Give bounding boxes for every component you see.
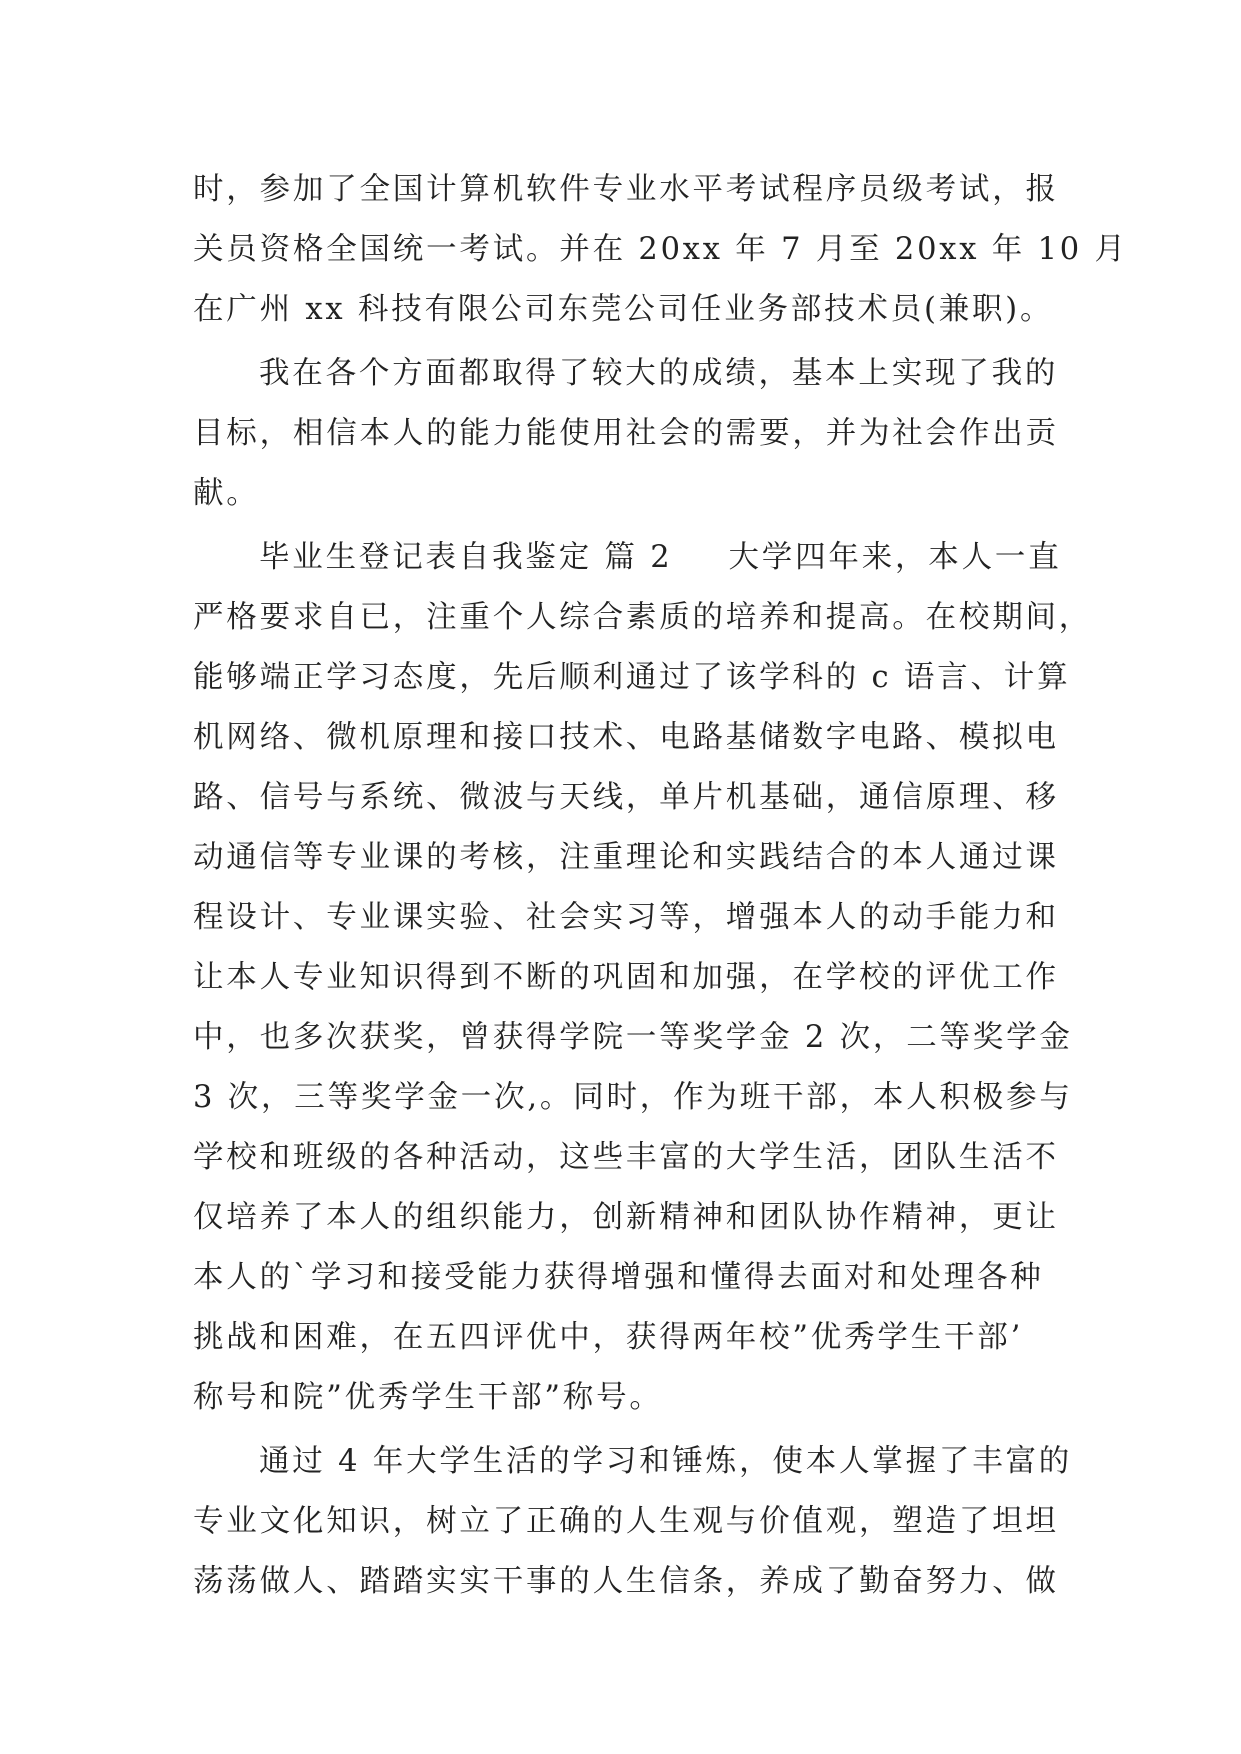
text-line-start: 大学四年来，本人一直 [728,540,1062,575]
paragraph-3 [193,528,1093,1428]
text-line: 目标，相信本人的能力能使用社会的需要，并为社会作出贡 [193,416,1059,451]
text-line: 在广州 xx 科技有限公司东莞公司任业务部技术员(兼职)。 [193,292,1054,327]
text-line: 通过 4 年大学生活的学习和锤炼，使本人掌握了丰富的 [259,1444,1073,1479]
paragraph-1 [193,160,1128,340]
text-line: 路、信号与系统、微波与天线，单片机基础，通信原理、移 [193,780,1059,815]
section-heading: 毕业生登记表自我鉴定 篇 2 [259,540,673,575]
paragraph-2 [193,344,1059,524]
text-line: 程设计、专业课实验、社会实习等，增强本人的动手能力和 [193,900,1059,935]
text-line: 献。 [193,476,260,511]
text-line: 仅培养了本人的组织能力，创新精神和团队协作精神，更让 [193,1200,1059,1235]
text-line: 机网络、微机原理和接口技术、电路基储数字电路、模拟电 [193,720,1059,755]
text-line: 3 次，三等奖学金一次,。同时，作为班干部，本人积极参与 [193,1080,1073,1115]
text-line: 让本人专业知识得到不断的巩固和加强，在学校的评优工作 [193,960,1059,995]
text-line: 能够端正学习态度，先后顺利通过了该学科的 c 语言、计算 [193,660,1071,695]
document-body [193,160,1128,1612]
text-line: 严格要求自已，注重个人综合素质的培养和提高。在校期间， [193,600,1093,635]
text-line: 动通信等专业课的考核，注重理论和实践结合的本人通过课 [193,840,1059,875]
text-line: 称号和院”优秀学生干部”称号。 [193,1380,663,1415]
text-line: 中，也多次获奖，曾获得学院一等奖学金 2 次，二等奖学金 [193,1020,1073,1055]
text-line: 本人的`学习和接受能力获得增强和懂得去面对和处理各种 [193,1260,1044,1295]
text-line: 荡荡做人、踏踏实实干事的人生信条，养成了勤奋努力、做 [193,1564,1059,1599]
text-line: 挑战和困难，在五四评优中，获得两年校”优秀学生干部’ [193,1320,1024,1355]
paragraph-4 [193,1432,1073,1612]
text-line: 关员资格全国统一考试。并在 20xx 年 7 月至 20xx 年 10 月 [193,232,1128,267]
text-line: 时，参加了全国计算机软件专业水平考试程序员级考试，报 [193,172,1059,207]
heading-line [193,528,1062,588]
text-line: 我在各个方面都取得了较大的成绩，基本上实现了我的 [259,356,1059,391]
text-line: 专业文化知识，树立了正确的人生观与价值观，塑造了坦坦 [193,1504,1059,1539]
text-line: 学校和班级的各种活动，这些丰富的大学生活，团队生活不 [193,1140,1059,1175]
